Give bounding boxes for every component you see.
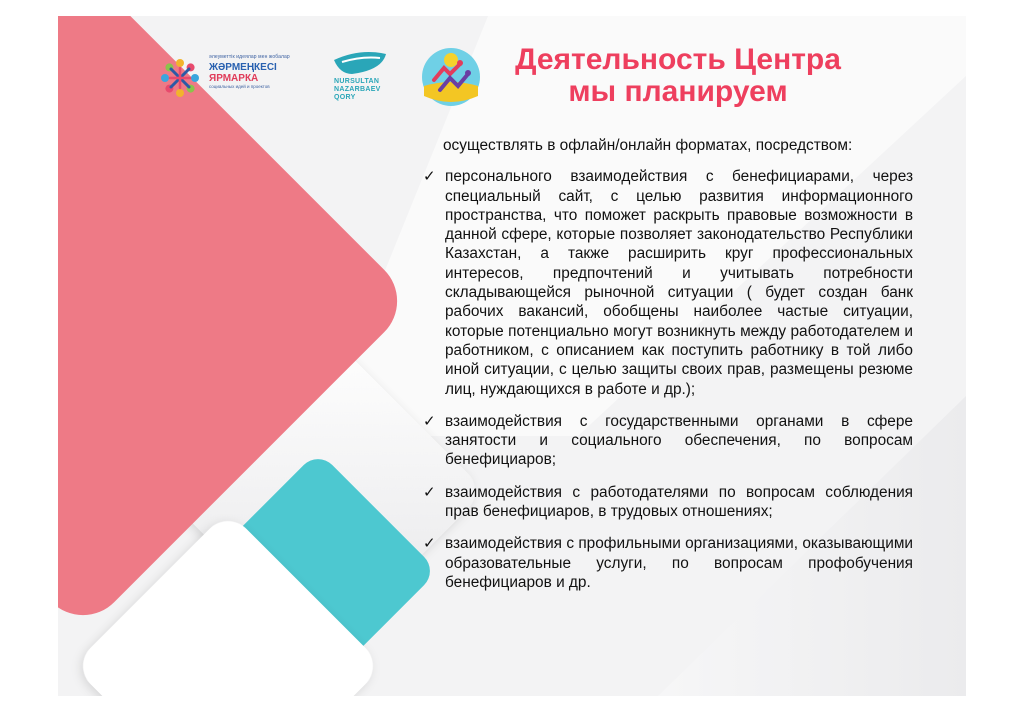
social-fair-logo: [154, 50, 334, 110]
list-item: [423, 167, 913, 399]
fair-logo-kz-title: ЖӘРМЕҢКЕСІ: [209, 62, 277, 73]
slide: [58, 16, 966, 696]
fair-logo-ru-title: ЯРМАРКА: [209, 73, 259, 84]
nazarbaev-fund-logo: [328, 50, 398, 110]
fair-logo-kz-caption: әлеуметтік идеялар мен жобалар: [209, 54, 290, 60]
nazarbaev-logo-line2: NAZARBAEV: [334, 86, 381, 93]
fair-flower-icon: [154, 52, 206, 104]
list-item-text: взаимодействия с государственными органами в сфере занятости и социального обеспечения, по вопросам бенефициаров;: [445, 412, 913, 469]
wave-icon: [332, 50, 388, 78]
fair-logo-ru-caption: социальных идей и проектов: [209, 84, 270, 89]
fair-logo-text: [209, 54, 290, 89]
checkmark-icon: ✓: [423, 412, 436, 430]
list-item: [423, 412, 913, 470]
list-item-text: персонального взаимодействия с бенефициарами, через специальный сайт, с целью развития информационного пространства, что поможет раскрыть правовые возможности в данной сфере, которые позволяет законодательство Республики Казахстан, а также расширить круг профессиональных интересов, предпочтений и учитывать потребности складывающейся рыночной ситуации ( будет создан банк рабочих вакансий, обобщены наиболее частые ситуации, которые потенциально могут возникнуть между работодателем и работником, с описанием как поступить работнику в той либо иной ситуации, с целью защиты своих прав, размещены резюме лиц, нуждающихся в работе и др.);: [445, 168, 913, 398]
nazarbaev-logo-line1: NURSULTAN: [334, 78, 380, 85]
nazarbaev-logo-text: [334, 78, 381, 102]
checkmark-icon: ✓: [423, 535, 436, 553]
content-body: [423, 136, 913, 605]
checkmark-icon: ✓: [423, 483, 436, 501]
nazarbaev-logo-line3: QORY: [334, 94, 356, 101]
sport-emblem-logo: [420, 46, 484, 108]
checkmark-icon: ✓: [423, 168, 436, 186]
title-line-2: мы планируем: [568, 75, 788, 108]
list-item-text: взаимодействия с профильными организациями, оказывающими образовательные услуги, по вопросам профобучения бенефициаров и др.: [445, 535, 913, 591]
page-title: [478, 44, 878, 108]
list-item: [423, 483, 913, 522]
list-item: [423, 534, 913, 592]
list-item-text: взаимодействия с работодателями по вопросам соблюдения прав бенефициаров, в трудовых отношениях;: [445, 483, 913, 521]
title-line-1: Деятельность Центра: [515, 43, 841, 76]
intro-text: осуществлять в офлайн/онлайн форматах, посредством:: [443, 137, 853, 154]
sport-emblem-icon: [420, 46, 482, 108]
